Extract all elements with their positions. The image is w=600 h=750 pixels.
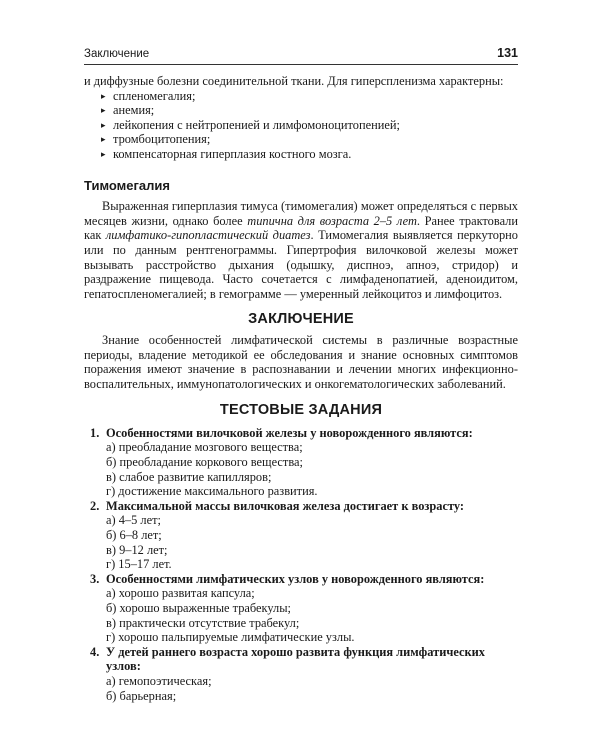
intro-paragraph: и диффузные болезни соединительной ткани. Для гиперспленизма характерны: <box>84 74 504 88</box>
answer-option: а) преобладание мозгового вещества; <box>106 440 303 455</box>
list-item: ▸ тромбоцитопения; <box>101 132 211 147</box>
answer-options <box>106 586 518 644</box>
answer-option: а) хорошо развитая капсула; <box>106 586 255 601</box>
list-item: ▸ спленомегалия; <box>101 88 196 103</box>
bullet-icon: ▸ <box>101 134 106 145</box>
thymomegaly-heading: Тимомегалия <box>84 177 170 193</box>
header-rule <box>84 64 518 65</box>
answer-option: в) 9–12 лет; <box>106 542 168 557</box>
answer-option: в) слабое развитие капилляров; <box>106 469 272 484</box>
answer-option: г) достижение максимального развития. <box>106 484 318 499</box>
answer-options <box>106 440 518 498</box>
test-question: 2. Максимальной массы вилочковая железа достигает к возрасту: а) 4–5 лет; б) 6–8 лет; в) 9–12 лет; г) 15–17 лет. <box>84 499 518 572</box>
answer-option: в) практически отсутствие трабекул; <box>106 615 300 630</box>
answer-option: б) барьерная; <box>106 688 177 703</box>
bullet-icon: ▸ <box>101 105 106 116</box>
running-title: Заключение <box>84 48 150 60</box>
hypersplenism-list <box>84 89 518 162</box>
test-question: 3. Особенностями лимфатических узлов у новорожденного являются: а) хорошо развитая капсула; б) хорошо выраженные трабекулы; в) практически отсутствие трабекул; г) хорошо пальпируемые лимфатические узлы. <box>84 572 518 645</box>
test-list <box>84 426 518 703</box>
conclusion-heading: ЗАКЛЮЧЕНИЕ <box>248 311 354 328</box>
list-item: ▸ компенсаторная гиперплазия костного мозга. <box>101 146 352 161</box>
answer-option: а) гемопоэтическая; <box>106 673 212 688</box>
answer-options <box>106 674 518 703</box>
answer-option: г) 15–17 лет. <box>106 557 172 572</box>
conclusion-paragraph: Знание особенностей лимфатической системы в различные возрастные периоды, владение методикой ее обследования и знание основных симптомов поражения имеют значение в распознавании и лечении многих инфекционно-воспалительных, иммунопатологических и онкогематологических заболеваний. <box>84 332 518 391</box>
answer-option: б) 6–8 лет; <box>106 528 162 543</box>
bullet-icon: ▸ <box>101 148 106 159</box>
answer-option: б) хорошо выраженные трабекулы; <box>106 601 291 615</box>
tests-heading: ТЕСТОВЫЕ ЗАДАНИЯ <box>219 402 383 419</box>
list-item: ▸ анемия; <box>101 103 155 118</box>
page-body <box>84 74 518 703</box>
test-question: 4. У детей раннего возраста хорошо развита функция лимфатических узлов: а) гемопоэтическая; б) барьерная; <box>84 645 518 703</box>
bullet-icon: ▸ <box>101 90 106 101</box>
answer-options <box>106 513 518 571</box>
list-item: ▸ лейкопения с нейтропенией и лимфомоноцитопенией; <box>101 117 400 132</box>
answer-option: а) 4–5 лет; <box>106 513 161 528</box>
page-number: 131 <box>497 46 518 60</box>
answer-option: б) преобладание коркового вещества; <box>106 455 303 470</box>
test-question: 1. Особенностями вилочковой железы у новорожденного являются: а) преобладание мозгового вещества; б) преобладание коркового вещества; в) слабое развитие капилляров; г) достижение максимального развития. <box>84 426 518 499</box>
answer-option: г) хорошо пальпируемые лимфатические узлы. <box>106 630 355 645</box>
bullet-icon: ▸ <box>101 119 106 130</box>
thymomegaly-paragraph: Выраженная гиперплазия тимуса (тимомегалия) может определяться с первых месяцев жизни, однако более типична для возраста 2–5 лет. Ранее трактовали как лимфатико-гипопластический диатез. Тимомегалия выявляется перкуторно или по данным рентгенограммы. Гипертрофия вилочковой железы может вызывать расстройство дыхания (одышку, диспноэ, апноэ, стридор) и раздражение пищевода. Часто сочетается с лимфаденопатией, аденоидитом, гепатоспленомегалией; в гемограмме — умеренный лейкоцитоз и лимфоцитоз. <box>84 199 518 301</box>
running-header <box>84 44 518 64</box>
